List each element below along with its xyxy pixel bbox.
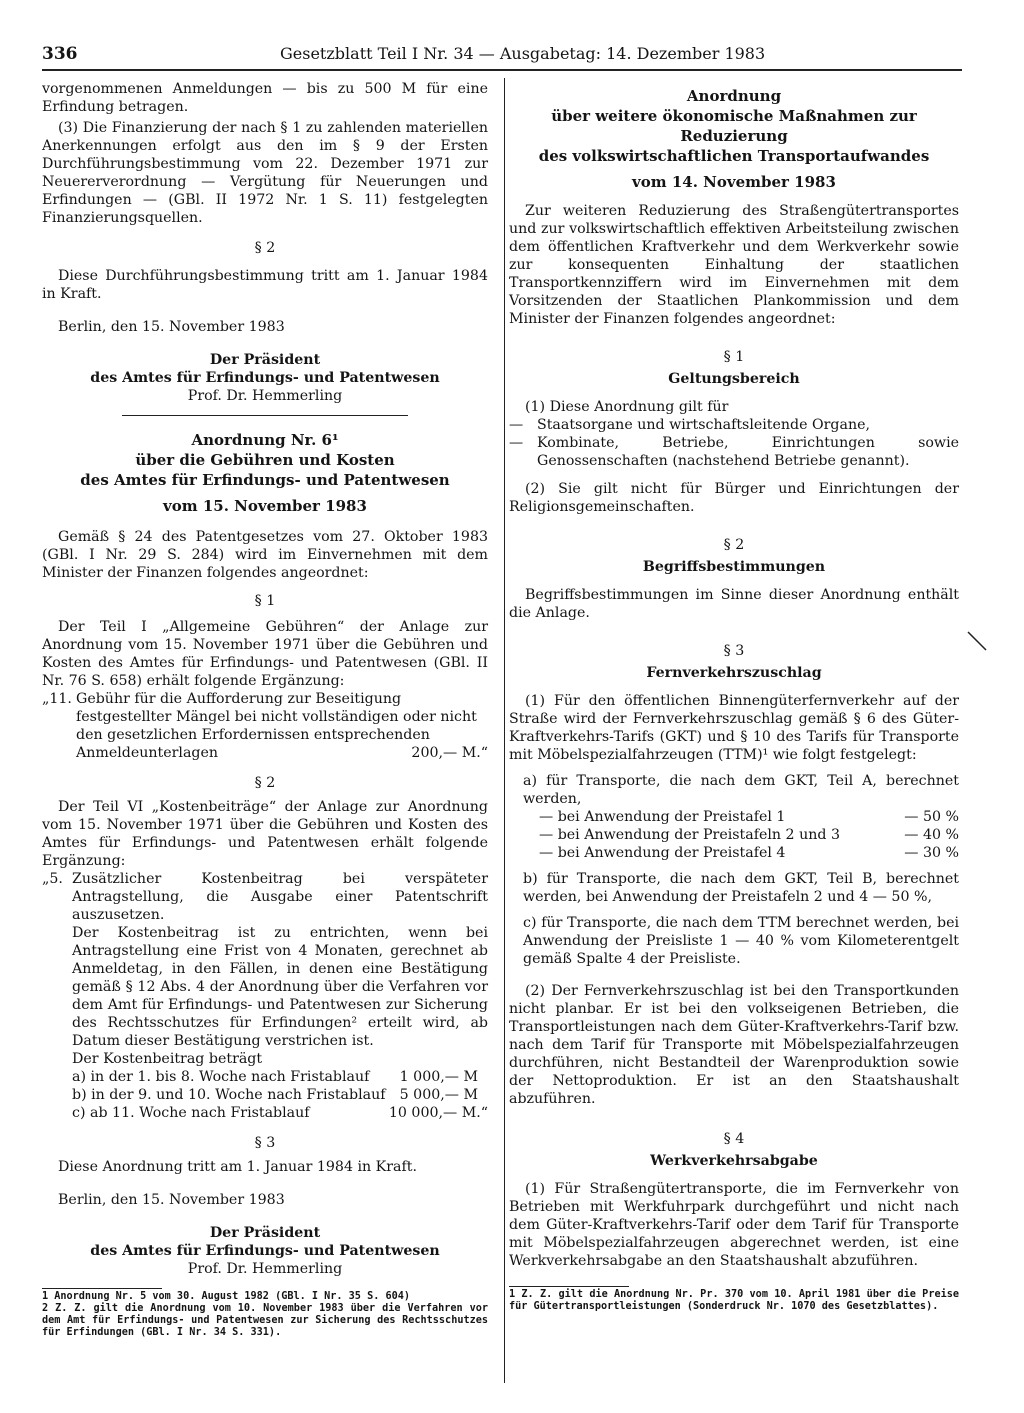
item-label: „11. [42, 691, 72, 707]
paragraph: (2) Der Fernverkehrszuschlag ist bei den Transportkunden nicht planbar. Er ist bei den volkseigenen Betrieben, die Transportleistungen nach dem Güter-Kraftverkehrs-Tarif bzw. nach dem Tarif für Transporte mit Möbelspezialfahrzeugen durchführen, nicht Bestandteil der Warenproduktion sowie der Nettoproduktion. Er ist an den Staatshaushalt abzuführen. [509, 983, 959, 1107]
ordinance-title: Anordnung [686, 87, 782, 105]
quoted-item [42, 870, 488, 1122]
item-fee: 200,— M.“ [411, 745, 488, 761]
paragraph: Diese Durchführungsbestimmung tritt am 1. Januar 1984 in Kraft. [42, 268, 488, 302]
fee-amount: 5 000,— M [399, 1087, 478, 1103]
ordinance-date: vom 15. November 1983 [163, 497, 367, 515]
footnote-rule [42, 1288, 162, 1289]
column-divider [504, 78, 505, 1383]
signature-office: des Amtes für Erfindungs- und Patentwesen [90, 370, 440, 386]
place-date: Berlin, den 15. November 1983 [58, 319, 285, 335]
place-date: Berlin, den 15. November 1983 [58, 1192, 285, 1208]
footnote: 1 Anordnung Nr. 5 vom 30. August 1982 (GBl. I Nr. 35 S. 604) [42, 1291, 411, 1302]
header-rule [42, 69, 962, 71]
signature-name: Prof. Dr. Hemmerling [187, 388, 343, 404]
section-heading: Geltungsbereich [668, 371, 800, 387]
rate-text: bei Anwendung der Preistafel 1 [557, 809, 786, 825]
paragraph: Diese Anordnung tritt am 1. Januar 1984 in Kraft. [58, 1159, 417, 1175]
rate-row: — bei Anwendung der Preistafel 1 — 50 % [539, 809, 959, 825]
footnote: 1 Z. Z. gilt die Anordnung Nr. Pr. 370 vom 10. April 1981 über die Preise für Gütertransportleistungen (Sonderdruck Nr. 1070 des Gesetzblattes). [509, 1289, 959, 1312]
section-number: § 3 [254, 1135, 276, 1151]
right-column [509, 80, 959, 1313]
section-heading: Fernverkehrszuschlag [646, 665, 822, 681]
section-number: § 1 [723, 349, 745, 365]
list-item-text: b) für Transporte, die nach dem GKT, Teil B, berechnet werden, bei Anwendung der Preistafeln 2 und 4 — 50 %, [523, 871, 959, 905]
list-item-text: Kombinate, Betriebe, Einrichtungen sowie Genossenschaften (nachstehend Betriebe genannt). [537, 435, 959, 469]
rate-list [509, 808, 959, 862]
fee-row [72, 1068, 488, 1086]
paragraph: Begriffsbestimmungen im Sinne dieser Anordnung enthält die Anlage. [509, 587, 959, 621]
rate-text: bei Anwendung der Preistafeln 2 und 3 [557, 827, 840, 843]
scan-mark [966, 630, 990, 654]
paragraph: vorgenommenen Anmeldungen — bis zu 500 M für eine Erfindung betragen. [42, 81, 488, 115]
quoted-item [42, 690, 488, 762]
rate-value: — 30 % [904, 845, 959, 861]
rate-row: — bei Anwendung der Preistafeln 2 und 3 — 40 % [539, 827, 959, 843]
list-item-text: c) für Transporte, die nach dem TTM berechnet werden, bei Anwendung der Preisliste 1 — 40 % vom Kilometerentgelt gemäß Spalte 4 der Preisliste. [523, 915, 959, 967]
running-header [0, 44, 1024, 68]
rate-row: — bei Anwendung der Preistafel 4 — 30 % [539, 845, 959, 861]
ordinance-date: vom 14. November 1983 [632, 173, 836, 191]
rate-value: — 50 % [904, 809, 959, 825]
fee-text: b) in der 9. und 10. Woche nach Fristablauf [72, 1087, 386, 1103]
item-text: Zusätzlicher Kostenbeitrag bei verspäteter Antragstellung, die Ausgabe einer Patentschrift auszusetzen. [72, 871, 488, 923]
paragraph: Der Teil I „Allgemeine Gebühren“ der Anlage zur Anordnung vom 15. November 1971 über die Gebühren und Kosten des Amtes für Erfindungs- und Patentwesen (GBl. II Nr. 76 S. 658) erhält folgende Ergänzung: [42, 619, 488, 689]
section-number: § 4 [723, 1131, 745, 1147]
list-item: — Staatsorgane und wirtschaftsleitende Organe, [509, 416, 959, 434]
signature-title: Der Präsident [209, 1225, 321, 1241]
fee-row [72, 1104, 488, 1122]
section-heading: Werkverkehrsabgabe [650, 1153, 818, 1169]
ordinance-title-line: des volkswirtschaftlichen Transportaufwandes [538, 147, 930, 165]
rate-text: bei Anwendung der Preistafel 4 [557, 845, 786, 861]
fee-amount: 10 000,— M.“ [388, 1105, 488, 1121]
ordinance-title: Anordnung Nr. 6¹ [191, 431, 339, 449]
paragraph: Zur weiteren Reduzierung des Straßengütertransportes und zur volkswirtschaftlich effektiven Arbeitsteilung zwischen dem öffentlichen Kraftverkehr und dem Werkverkehr sowie zur konsequenten Einhaltung der staatlichen Transportkennziffern wird im Einvernehmen mit dem Vorsitzenden der Staatlichen Plankommission und dem Minister der Finanzen folgendes angeordnet: [509, 203, 959, 327]
item-label: „5. [42, 871, 63, 887]
header-title: Gesetzblatt Teil I Nr. 34 — Ausgabetag: 14. Dezember 1983 [280, 44, 766, 63]
footnote-rule [509, 1286, 629, 1287]
section-number: § 2 [254, 775, 276, 791]
fee-text: a) in der 1. bis 8. Woche nach Fristablauf [72, 1069, 370, 1085]
section-number: § 3 [723, 643, 745, 659]
ordinance-title-line: über die Gebühren und Kosten [135, 451, 395, 469]
fee-text: c) ab 11. Woche nach Fristablauf [72, 1105, 310, 1121]
left-column [42, 80, 488, 1339]
section-number: § 1 [254, 593, 276, 609]
signature-name: Prof. Dr. Hemmerling [187, 1261, 343, 1277]
paragraph: (1) Für den öffentlichen Binnengüterfernverkehr auf der Straße wird der Fernverkehrszuschlag gemäß § 6 des Güter-Kraftverkehrs-Tarifs (GKT) und § 10 des Tarifs für Transporte mit Möbelspezialfahrzeugen (TTM)¹ wie folgt festgelegt: [509, 693, 959, 763]
rate-value: — 40 % [904, 827, 959, 843]
fee-amount: 1 000,— M [399, 1069, 478, 1085]
section-number: § 2 [723, 537, 745, 553]
paragraph: Gemäß § 24 des Patentgesetzes vom 27. Oktober 1983 (GBl. I Nr. 29 S. 284) wird im Einvernehmen mit dem Minister der Finanzen folgendes angeordnet: [42, 529, 488, 581]
ordinance-title-line: des Amtes für Erfindungs- und Patentwesen [80, 471, 450, 489]
list-item: — Kombinate, Betriebe, Einrichtungen sowie Genossenschaften (nachstehend Betriebe genannt). [509, 435, 959, 469]
item-text: Gebühr für die Aufforderung zur Beseitigung festgestellter Mängel bei nicht vollständigen oder nicht den gesetzlichen Erfordernissen entsprechenden Anmeldeunterlagen [76, 691, 477, 761]
list-item-text: Staatsorgane und wirtschaftsleitende Organe, [537, 417, 871, 433]
item-text: Der Kostenbeitrag ist zu entrichten, wenn bei Antragstellung eine Frist von 4 Monaten, gerechnet ab Anmeldetag, in den Fällen, in denen eine Bestätigung gemäß § 12 Abs. 4 der Anordnung über die Verfahren vor dem Amt für Erfindungs- und Patentwesen zur Sicherung des Rechtsschutzes für Erfindungen² erteilt wird, ab Datum dieser Bestätigung verstrichen ist. [72, 925, 488, 1049]
fee-row [72, 1086, 488, 1104]
list-item-text: a) für Transporte, die nach dem GKT, Teil A, berechnet werden, [523, 773, 959, 807]
footnote: 2 Z. Z. gilt die Anordnung vom 10. November 1983 über die Verfahren vor dem Amt für Erfindungs- und Patentwesen zur Sicherung des Rechtsschutzes für Erfindungen (GBl. I Nr. 34 S. 331). [42, 1303, 488, 1338]
item-text: Der Kostenbeitrag beträgt [72, 1051, 263, 1067]
section-number: § 2 [254, 240, 276, 256]
section-heading: Begriffsbestimmungen [642, 559, 826, 575]
separator-rule [122, 415, 408, 416]
paragraph: (1) Für Straßengütertransporte, die im Fernverkehr von Betrieben mit Werkfuhrpark durchgeführt und nicht nach dem Güter-Kraftverkehrs-Tarif oder dem Tarif für Transporte mit Möbelspezialfahrzeugen abgerechnet werden, ist eine Werkverkehrsabgabe an den Staatshaushalt abzuführen. [509, 1181, 959, 1269]
page-number: 336 [42, 44, 78, 64]
paragraph: Der Teil VI „Kostenbeiträge“ der Anlage zur Anordnung vom 15. November 1971 über die Gebühren und Kosten des Amtes für Erfindungs- und Patentwesen erhält folgende Ergänzung: [42, 799, 488, 869]
paragraph: (1) Diese Anordnung gilt für [525, 399, 729, 415]
signature-office: des Amtes für Erfindungs- und Patentwesen [90, 1243, 440, 1259]
paragraph: (2) Sie gilt nicht für Bürger und Einrichtungen der Religionsgemeinschaften. [509, 481, 959, 515]
ordinance-title-line: über weitere ökonomische Maßnahmen zur Reduzierung [551, 107, 917, 145]
signature-title: Der Präsident [209, 352, 321, 368]
paragraph: (3) Die Finanzierung der nach § 1 zu zahlenden materiellen Anerkennungen erfolgt aus den im § 9 der Ersten Durchführungsbestimmung vom 22. Dezember 1971 zur Neuererverordnung — Vergütung für Neuerungen und Erfindungen — (GBl. II 1972 Nr. 1 S. 11) festgelegten Finanzierungsquellen. [42, 120, 488, 226]
